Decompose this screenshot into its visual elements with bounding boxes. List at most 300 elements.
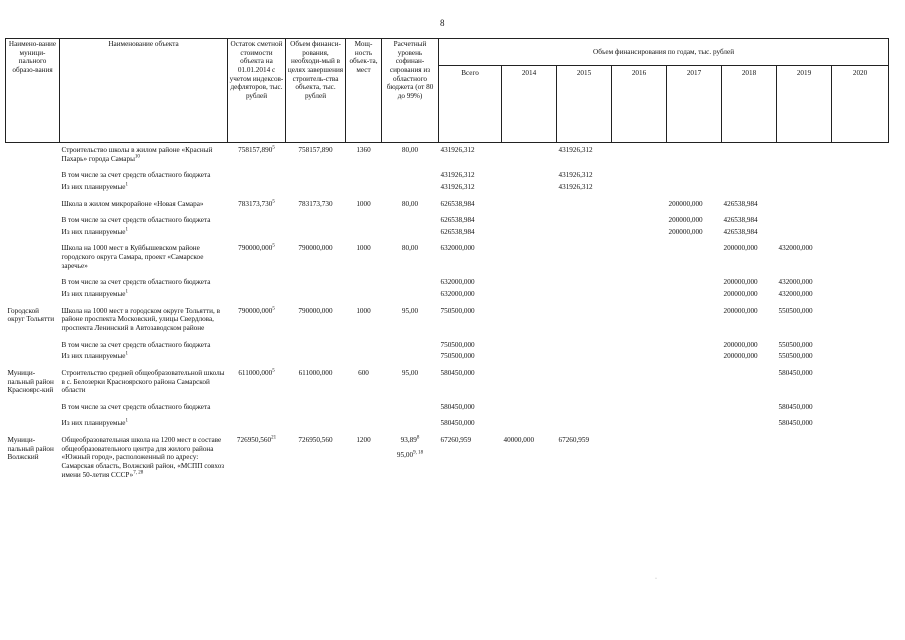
cell-remaining-cost xyxy=(228,429,286,480)
cell-financing-needed xyxy=(286,362,346,396)
cell-year-2018 xyxy=(722,143,777,165)
cell-total-text: 431926,312 xyxy=(440,182,475,191)
cell-remaining-cost-text: 790000,000 xyxy=(238,306,273,315)
cell-year-2020 xyxy=(832,143,889,165)
cell-object-name-text: Школа на 1000 мест в Куйбышевском районе городского округа Самара, проект «Самарское заречье» xyxy=(61,244,204,270)
cell-financing-needed-text: 726950,560 xyxy=(298,436,333,445)
cell-municipality xyxy=(6,271,60,288)
cell-municipality xyxy=(6,334,60,351)
cell-object-name xyxy=(60,429,228,480)
cell-financing-needed xyxy=(286,237,346,271)
cell-year-2018 xyxy=(722,209,777,226)
cell-year-2019 xyxy=(777,412,832,429)
cell-cofinancing-level-text: 95,00 xyxy=(401,368,419,377)
cell-capacity xyxy=(346,237,382,271)
cell-year-2014 xyxy=(502,288,557,300)
cell-capacity xyxy=(346,362,382,396)
cell-cofinancing-level xyxy=(382,237,439,271)
cell-year-2018 xyxy=(722,362,777,396)
cell-capacity xyxy=(346,300,382,334)
cell-year-2018 xyxy=(722,288,777,300)
cell-object-name xyxy=(60,412,228,429)
cell-year-2015 xyxy=(557,143,612,165)
cell-remaining-cost xyxy=(228,164,286,181)
cell-year-2019 xyxy=(777,181,832,193)
cell-remaining-cost-text: 611000,000 xyxy=(238,368,273,377)
cell-financing-needed xyxy=(286,271,346,288)
cell-year-2017 xyxy=(667,350,722,362)
table-row xyxy=(6,271,889,288)
table-row xyxy=(6,412,889,429)
cell-total xyxy=(439,429,502,480)
header-municipality: Наимено-вание муници-пального образо-вания xyxy=(6,39,60,143)
cell-financing-needed xyxy=(286,193,346,210)
cell-year-2015 xyxy=(557,396,612,413)
cell-object-name xyxy=(60,271,228,288)
cell-object-name-text: Из них планируемые xyxy=(61,182,126,191)
cell-capacity xyxy=(346,271,382,288)
cell-year-2014 xyxy=(502,209,557,226)
cell-year-2014 xyxy=(502,396,557,413)
cell-financing-needed xyxy=(286,209,346,226)
cell-year-2020 xyxy=(832,412,889,429)
cell-year-2017 xyxy=(667,362,722,396)
table-row xyxy=(6,429,889,480)
cell-total xyxy=(439,209,502,226)
cell-cofinancing-level-alt-footnote: 9, 18 xyxy=(413,450,424,456)
cell-remaining-cost xyxy=(228,181,286,193)
cell-year-2016 xyxy=(612,181,667,193)
cell-capacity-text: 600 xyxy=(358,368,369,377)
cell-capacity-text: 1000 xyxy=(356,306,371,315)
cell-financing-needed xyxy=(286,143,346,165)
cell-year-2014 xyxy=(502,237,557,271)
cell-financing-needed xyxy=(286,396,346,413)
cell-cofinancing-level-text: 95,00 xyxy=(401,306,419,315)
cell-year-2017 xyxy=(667,429,722,480)
cell-total xyxy=(439,237,502,271)
cell-year-2020 xyxy=(832,209,889,226)
cell-municipality xyxy=(6,429,60,480)
table-row xyxy=(6,362,889,396)
cell-total xyxy=(439,181,502,193)
header-cofinancing-level: Расчетный уровень софинан-сирования из областного бюджета (от 80 до 99%) xyxy=(382,39,439,143)
cell-year-2018 xyxy=(722,193,777,210)
header-financing-by-year: Объем финансирования по годам, тыс. рублей xyxy=(439,39,889,66)
cell-object-name-text: Из них планируемые xyxy=(61,290,126,299)
cell-total xyxy=(439,288,502,300)
cell-total xyxy=(439,271,502,288)
cell-year-2019 xyxy=(777,193,832,210)
cell-year-2020 xyxy=(832,300,889,334)
cell-total-text: 431926,312 xyxy=(440,171,475,180)
cell-remaining-cost xyxy=(228,396,286,413)
cell-year-2018 xyxy=(722,429,777,480)
cell-year-2014 xyxy=(502,193,557,210)
cell-remaining-cost xyxy=(228,350,286,362)
cell-total-text: 626538,984 xyxy=(440,227,475,236)
cell-object-name-text: Из них планируемые xyxy=(61,419,126,428)
cell-year-2019-text: 432000,000 xyxy=(778,244,813,253)
cell-year-2016 xyxy=(612,396,667,413)
cell-year-2019-text: 580450,000 xyxy=(778,419,813,428)
cell-capacity xyxy=(346,181,382,193)
cell-object-name-text: Строительство средней общеобразовательной школы в с. Белозерки Красноярского района Самарской области xyxy=(61,368,225,395)
cell-year-2017 xyxy=(667,288,722,300)
cell-cofinancing-level xyxy=(382,396,439,413)
cell-year-2019-text: 550500,000 xyxy=(778,340,813,349)
cell-year-2016 xyxy=(612,226,667,238)
cell-object-name xyxy=(60,350,228,362)
cell-total xyxy=(439,164,502,181)
cell-cofinancing-level xyxy=(382,193,439,210)
cell-year-2019 xyxy=(777,429,832,480)
cell-object-name-text: Школа на 1000 мест в городском округе Тольятти, в районе проспекта Московский, улицы Свердлова, проспекта Ленинский в Автозаводском районе xyxy=(61,306,220,332)
cell-year-2014 xyxy=(502,429,557,480)
cell-year-2017 xyxy=(667,300,722,334)
cell-year-2019 xyxy=(777,396,832,413)
cell-municipality xyxy=(6,300,60,334)
cell-year-2020 xyxy=(832,350,889,362)
cell-year-2018 xyxy=(722,237,777,271)
header-year-2020: 2020 xyxy=(832,66,889,143)
cell-object-name-footnote: 10 xyxy=(134,154,140,160)
cell-cofinancing-level xyxy=(382,164,439,181)
cell-municipality xyxy=(6,226,60,238)
cell-year-2020 xyxy=(832,226,889,238)
cell-cofinancing-level-text: 80,00 xyxy=(401,244,419,253)
cell-capacity-text: 1000 xyxy=(356,244,371,253)
cell-year-2019 xyxy=(777,226,832,238)
cell-financing-needed xyxy=(286,334,346,351)
cell-remaining-cost xyxy=(228,209,286,226)
cell-year-2017-text: 200000,000 xyxy=(668,216,703,225)
cell-total-text: 750500,000 xyxy=(440,340,475,349)
cell-year-2018 xyxy=(722,226,777,238)
cell-year-2015 xyxy=(557,288,612,300)
cell-object-name xyxy=(60,181,228,193)
cell-remaining-cost-footnote: 5 xyxy=(272,199,275,205)
cell-year-2017 xyxy=(667,143,722,165)
cell-total xyxy=(439,193,502,210)
header-remaining-cost: Остаток сметной стоимости объекта на 01.01.2014 с учетом индексов-дефляторов, тыс. рублей xyxy=(228,39,286,143)
header-year-2018: 2018 xyxy=(722,66,777,143)
financing-table xyxy=(5,38,889,480)
cell-total-text: 632000,000 xyxy=(440,244,475,253)
cell-cofinancing-level xyxy=(382,226,439,238)
cell-financing-needed-text: 783173,730 xyxy=(298,199,333,208)
table-row xyxy=(6,181,889,193)
cell-year-2018-text: 200000,000 xyxy=(723,278,758,287)
cell-cofinancing-level xyxy=(382,362,439,396)
cell-year-2014 xyxy=(502,226,557,238)
table-body xyxy=(6,143,889,481)
cell-year-2018 xyxy=(722,396,777,413)
cell-year-2018-text: 200000,000 xyxy=(723,340,758,349)
cell-capacity xyxy=(346,412,382,429)
cell-year-2017 xyxy=(667,271,722,288)
header-object-name: Наименование объекта xyxy=(60,39,228,143)
cell-remaining-cost-footnote: 5 xyxy=(272,306,275,312)
cell-capacity xyxy=(346,193,382,210)
scan-speck: · xyxy=(655,576,657,582)
cell-cofinancing-level xyxy=(382,288,439,300)
table-row xyxy=(6,396,889,413)
cell-year-2014 xyxy=(502,164,557,181)
cell-financing-needed-text: 758157,890 xyxy=(298,146,333,154)
cell-financing-needed xyxy=(286,412,346,429)
cell-total-text: 632000,000 xyxy=(440,290,475,299)
cell-year-2019 xyxy=(777,143,832,165)
cell-year-2016 xyxy=(612,429,667,480)
header-year-2015: 2015 xyxy=(557,66,612,143)
cell-cofinancing-level-text: 93,89 xyxy=(400,436,417,445)
cell-year-2017 xyxy=(667,396,722,413)
cell-remaining-cost-footnote: 5 xyxy=(272,244,275,250)
header-year-2016: 2016 xyxy=(612,66,667,143)
cell-year-2014-text: 40000,000 xyxy=(503,436,535,445)
header-year-2017: 2017 xyxy=(667,66,722,143)
cell-year-2019-text: 580450,000 xyxy=(778,368,813,377)
cell-remaining-cost xyxy=(228,193,286,210)
cell-year-2019-text: 432000,000 xyxy=(778,278,813,287)
cell-year-2018-text: 200000,000 xyxy=(723,306,758,315)
cell-total-text: 750500,000 xyxy=(440,306,475,315)
cell-year-2019-text: 550500,000 xyxy=(778,352,813,361)
cell-object-name xyxy=(60,143,228,165)
cell-object-name-text: Строительство школы в жилом районе «Красный Пахарь» города Самары xyxy=(61,146,213,163)
cell-year-2019-text: 550500,000 xyxy=(778,306,813,315)
cell-year-2019 xyxy=(777,350,832,362)
cell-year-2020 xyxy=(832,429,889,480)
cell-remaining-cost-text: 726950,560 xyxy=(236,436,272,445)
cell-year-2014 xyxy=(502,412,557,429)
cell-year-2019 xyxy=(777,209,832,226)
table-row xyxy=(6,164,889,181)
cell-year-2016 xyxy=(612,143,667,165)
cell-remaining-cost xyxy=(228,143,286,165)
cell-object-name-text: В том числе за счет средств областного бюджета xyxy=(61,340,211,349)
cell-object-name-text: Школа в жилом микрорайоне «Новая Самара» xyxy=(61,199,204,208)
cell-year-2017 xyxy=(667,412,722,429)
cell-cofinancing-level-text: 80,00 xyxy=(401,146,419,154)
cell-capacity xyxy=(346,350,382,362)
cell-year-2018 xyxy=(722,271,777,288)
cell-remaining-cost xyxy=(228,412,286,429)
cell-year-2019 xyxy=(777,237,832,271)
cell-cofinancing-level xyxy=(382,271,439,288)
cell-total-text: 580450,000 xyxy=(440,402,475,411)
header-year-2014: 2014 xyxy=(502,66,557,143)
cell-remaining-cost-text: 790000,000 xyxy=(238,244,273,253)
cell-object-name xyxy=(60,209,228,226)
cell-object-name-text: Из них планируемые xyxy=(61,352,126,361)
cell-municipality xyxy=(6,143,60,165)
cell-year-2015-text: 431926,312 xyxy=(558,182,593,191)
cell-year-2017-text: 200000,000 xyxy=(668,199,703,208)
cell-year-2018 xyxy=(722,300,777,334)
table-row xyxy=(6,193,889,210)
cell-capacity xyxy=(346,143,382,165)
cell-year-2014 xyxy=(502,350,557,362)
cell-object-name xyxy=(60,164,228,181)
cell-year-2015 xyxy=(557,429,612,480)
cell-municipality xyxy=(6,288,60,300)
cell-year-2014 xyxy=(502,362,557,396)
cell-year-2019 xyxy=(777,334,832,351)
cell-financing-needed xyxy=(286,300,346,334)
header-financing-needed: Объем финанси-рования, необходи-мый в целях завершения строитель-ства объекта, тыс. рублей xyxy=(286,39,346,143)
cell-object-name-text: Из них планируемые xyxy=(61,227,126,236)
cell-year-2016 xyxy=(612,334,667,351)
cell-remaining-cost xyxy=(228,237,286,271)
cell-year-2020 xyxy=(832,362,889,396)
cell-municipality xyxy=(6,193,60,210)
cell-object-name xyxy=(60,396,228,413)
cell-year-2018 xyxy=(722,412,777,429)
cell-year-2016 xyxy=(612,271,667,288)
cell-year-2014 xyxy=(502,143,557,165)
cell-remaining-cost xyxy=(228,300,286,334)
table-row xyxy=(6,237,889,271)
cell-year-2018 xyxy=(722,164,777,181)
cell-remaining-cost xyxy=(228,362,286,396)
cell-year-2015 xyxy=(557,193,612,210)
cell-year-2019-text: 432000,000 xyxy=(778,290,813,299)
cell-year-2018 xyxy=(722,334,777,351)
cell-remaining-cost xyxy=(228,226,286,238)
cell-capacity xyxy=(346,226,382,238)
cell-object-name xyxy=(60,334,228,351)
table-row xyxy=(6,143,889,165)
cell-year-2017 xyxy=(667,181,722,193)
table-row xyxy=(6,334,889,351)
cell-year-2015-text: 431926,312 xyxy=(558,146,593,154)
cell-object-name-footnote: 1 xyxy=(125,351,128,357)
cell-year-2019-text: 580450,000 xyxy=(778,402,813,411)
cell-object-name xyxy=(60,193,228,210)
cell-year-2016 xyxy=(612,237,667,271)
table-row xyxy=(6,300,889,334)
cell-total-text: 67260,959 xyxy=(440,436,472,445)
cell-capacity xyxy=(346,164,382,181)
table-row xyxy=(6,226,889,238)
cell-year-2016 xyxy=(612,300,667,334)
cell-year-2018-text: 426538,984 xyxy=(723,199,758,208)
cell-total xyxy=(439,226,502,238)
cell-total xyxy=(439,412,502,429)
cell-year-2015 xyxy=(557,271,612,288)
cell-remaining-cost-text: 783173,730 xyxy=(238,199,273,208)
cell-cofinancing-level xyxy=(382,143,439,165)
cell-financing-needed xyxy=(286,350,346,362)
cell-remaining-cost xyxy=(228,334,286,351)
cell-capacity-text: 1000 xyxy=(356,199,371,208)
cell-municipality-text: Муници-пальный район Красноярс-кий xyxy=(7,368,54,395)
cell-remaining-cost xyxy=(228,288,286,300)
cell-year-2016 xyxy=(612,350,667,362)
cell-year-2015-text: 431926,312 xyxy=(558,171,593,180)
cell-total xyxy=(439,362,502,396)
cell-capacity xyxy=(346,396,382,413)
cell-remaining-cost-footnote: 5 xyxy=(272,368,275,374)
cell-year-2016 xyxy=(612,193,667,210)
cell-year-2017 xyxy=(667,164,722,181)
header-year-2019: 2019 xyxy=(777,66,832,143)
cell-year-2020 xyxy=(832,164,889,181)
cell-year-2017 xyxy=(667,209,722,226)
cell-total-text: 580450,000 xyxy=(440,368,475,377)
cell-capacity xyxy=(346,429,382,480)
cell-total-text: 750500,000 xyxy=(440,352,475,361)
cell-capacity-text: 1360 xyxy=(356,146,371,154)
cell-total-text: 580450,000 xyxy=(440,419,475,428)
cell-capacity xyxy=(346,288,382,300)
cell-year-2020 xyxy=(832,288,889,300)
cell-object-name xyxy=(60,226,228,238)
cell-municipality-text: Городской округ Тольятти xyxy=(7,306,55,324)
cell-year-2017 xyxy=(667,193,722,210)
cell-year-2015 xyxy=(557,350,612,362)
cell-cofinancing-level-footnote: 8 xyxy=(416,435,420,441)
cell-year-2015 xyxy=(557,209,612,226)
cell-year-2016 xyxy=(612,288,667,300)
cell-financing-needed xyxy=(286,164,346,181)
cell-cofinancing-level xyxy=(382,209,439,226)
cell-object-name-footnote: 1 xyxy=(125,227,128,233)
cell-year-2015 xyxy=(557,334,612,351)
cell-total xyxy=(439,143,502,165)
cell-financing-needed-text: 611000,000 xyxy=(298,368,333,377)
cell-year-2019 xyxy=(777,164,832,181)
cell-municipality xyxy=(6,164,60,181)
cell-municipality xyxy=(6,362,60,396)
cell-object-name-text: Общеобразовательная школа на 1200 мест в составе общеобразовательного центра для жилого района «Южный город», расположенный по адресу: Самарская область, Волжский район, «МСПП совхоз имени 50-летия СССР» xyxy=(61,436,225,479)
cell-year-2019 xyxy=(777,271,832,288)
cell-year-2020 xyxy=(832,396,889,413)
cell-object-name-text: В том числе за счет средств областного бюджета xyxy=(61,278,211,287)
cell-total xyxy=(439,300,502,334)
cell-object-name xyxy=(60,237,228,271)
cell-year-2015 xyxy=(557,300,612,334)
cell-object-name xyxy=(60,300,228,334)
cell-total xyxy=(439,350,502,362)
cell-object-name xyxy=(60,362,228,396)
cell-municipality xyxy=(6,209,60,226)
cell-total xyxy=(439,396,502,413)
header-capacity: Мощ-ность объек-та, мест xyxy=(346,39,382,143)
cell-cofinancing-level xyxy=(382,429,439,480)
cell-financing-needed xyxy=(286,226,346,238)
cell-year-2016 xyxy=(612,412,667,429)
table-row xyxy=(6,209,889,226)
cell-year-2019 xyxy=(777,300,832,334)
cell-total-text: 431926,312 xyxy=(440,146,475,154)
cell-cofinancing-level-alt-text: 95,00 xyxy=(396,450,414,459)
cell-year-2017 xyxy=(667,334,722,351)
cell-year-2018-text: 200000,000 xyxy=(723,290,758,299)
cell-total-text: 626538,984 xyxy=(440,199,475,208)
cell-municipality xyxy=(6,412,60,429)
cell-total xyxy=(439,334,502,351)
cell-financing-needed xyxy=(286,429,346,480)
cell-year-2018 xyxy=(722,181,777,193)
cell-remaining-cost xyxy=(228,271,286,288)
cell-year-2014 xyxy=(502,181,557,193)
cell-cofinancing-level xyxy=(382,334,439,351)
cell-financing-needed xyxy=(286,181,346,193)
cell-object-name-footnote: 1 xyxy=(125,182,128,188)
